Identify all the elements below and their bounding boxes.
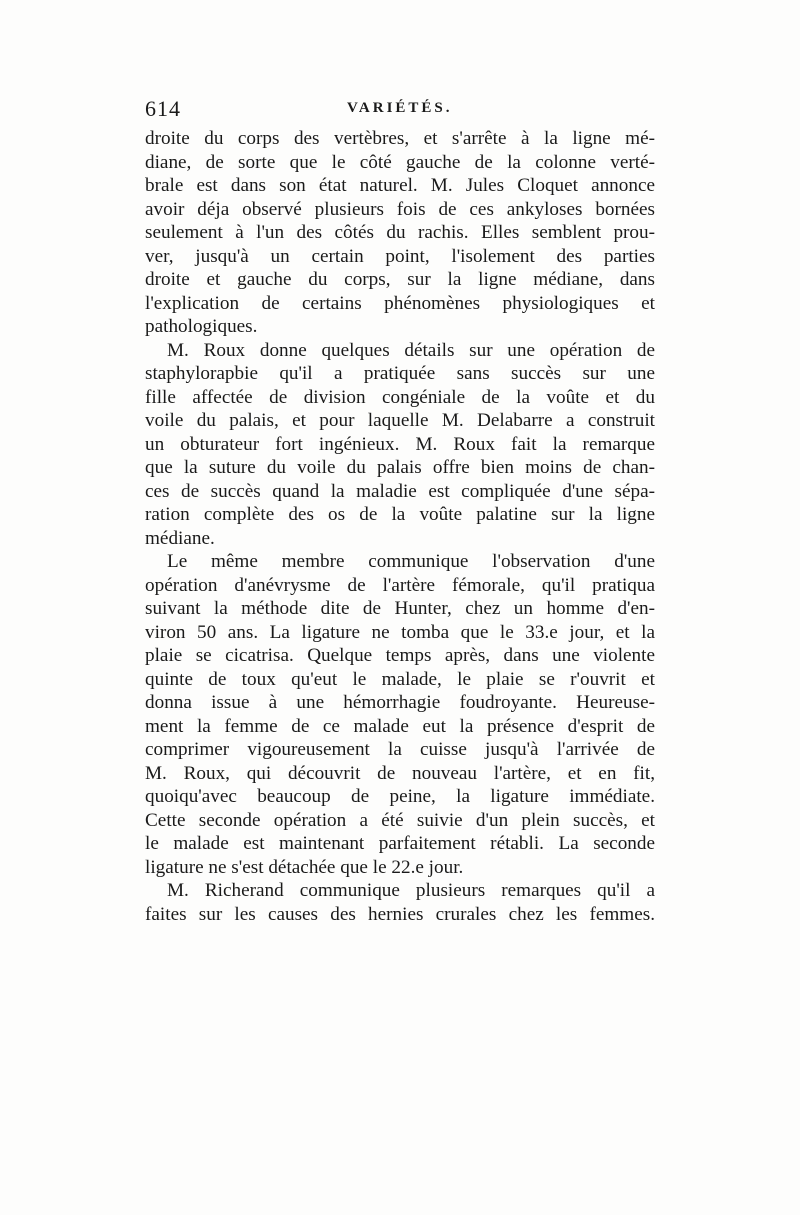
page-number: 614 xyxy=(145,96,181,121)
text-line: médiane. xyxy=(145,527,215,549)
text-line: brale est dans son état naturel. M. Jules Cloquet annonce xyxy=(145,175,655,196)
running-head: VARIÉTÉS. xyxy=(347,100,453,116)
text-line: fille affectée de division congéniale de la voûte et du xyxy=(145,386,655,408)
text-line: ment la femme de ce malade eut la présence d'esprit de xyxy=(145,715,655,737)
text-line: viron 50 ans. La ligature ne tomba que le 33.e jour, et la xyxy=(145,621,655,643)
body-text xyxy=(145,127,655,926)
text-line: le malade est maintenant parfaitement rétabli. La seconde xyxy=(145,833,655,854)
text-line: opération d'anévrysme de l'artère fémorale, qu'il pratiqua xyxy=(145,574,655,596)
text-line: suivant la méthode dite de Hunter, chez un homme d'en- xyxy=(145,598,655,619)
text-line: donna issue à une hémorrhagie foudroyante. Heureuse- xyxy=(145,692,655,713)
text-line: ligature ne s'est détachée que le 22.e jour. xyxy=(145,856,464,878)
text-line: diane, de sorte que le côté gauche de la colonne verté- xyxy=(145,151,655,173)
text-line: faites sur les causes des hernies crurales chez les femmes. xyxy=(145,903,655,925)
text-line: staphylorapbie qu'il a pratiquée sans succès sur une xyxy=(145,363,655,384)
text-line: M. Roux donne quelques détails sur une opération de xyxy=(167,339,655,361)
text-line: M. Roux, qui découvrit de nouveau l'artère, et en fit, xyxy=(145,762,655,784)
text-line: quinte de toux qu'eut le malade, le plaie se r'ouvrit et xyxy=(145,668,655,690)
text-line: Le même membre communique l'observation d'une xyxy=(167,551,655,572)
page-header xyxy=(145,96,655,124)
text-line: l'explication de certains phénomènes physiologiques et xyxy=(145,292,655,314)
text-line: droite du corps des vertèbres, et s'arrête à la ligne mé- xyxy=(145,128,655,149)
text-line: pathologiques. xyxy=(145,316,258,337)
text-line: seulement à l'un des côtés du rachis. Elles semblent prou- xyxy=(145,222,655,243)
text-line: plaie se cicatrisa. Quelque temps après, dans une violente xyxy=(145,645,655,666)
text-line: droite et gauche du corps, sur la ligne médiane, dans xyxy=(145,269,655,290)
text-line: quoiqu'avec beaucoup de peine, la ligature immédiate. xyxy=(145,786,655,807)
text-line: voile du palais, et pour laquelle M. Delabarre a construit xyxy=(145,410,655,431)
text-line: ver, jusqu'à un certain point, l'isolement des parties xyxy=(145,245,655,267)
text-line: M. Richerand communique plusieurs remarques qu'il a xyxy=(167,880,655,901)
text-line: avoir déja observé plusieurs fois de ces ankyloses bornées xyxy=(145,198,655,220)
text-line: Cette seconde opération a été suivie d'un plein succès, et xyxy=(145,809,655,831)
text-line: ration complète des os de la voûte palatine sur la ligne xyxy=(145,504,655,525)
text-line: ces de succès quand la maladie est compliquée d'une sépa- xyxy=(145,480,655,502)
text-line: que la suture du voile du palais offre bien moins de chan- xyxy=(145,457,655,478)
text-line: comprimer vigoureusement la cuisse jusqu'à l'arrivée de xyxy=(145,739,655,760)
text-line: un obturateur fort ingénieux. M. Roux fait la remarque xyxy=(145,433,655,455)
